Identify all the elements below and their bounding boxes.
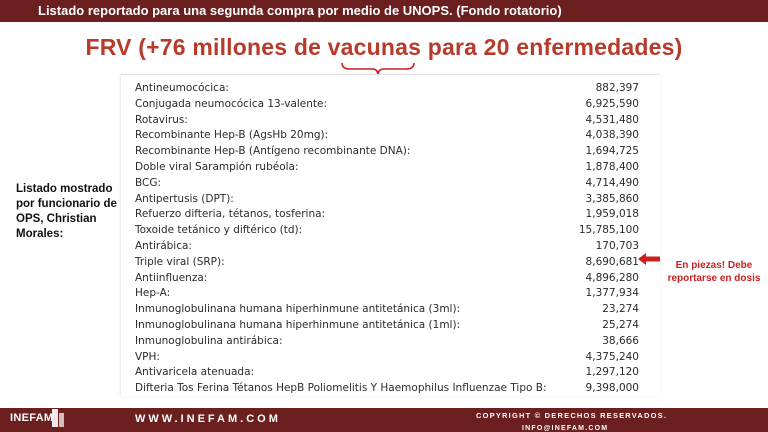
vaccine-dose-count: 1,694,725 [585, 145, 639, 158]
vaccine-name: Doble viral Sarampión rubéola: [135, 161, 299, 173]
vaccine-row [121, 254, 661, 270]
vaccine-row [121, 206, 661, 222]
vaccine-name: Toxoide tetánico y diftérico (td): [135, 224, 303, 237]
vaccine-name: Difteria Tos Ferina Tétanos HepB Poliomelitis Y Haemophilus Influenzae Tipo B: [135, 382, 547, 395]
vaccine-row [121, 285, 661, 301]
vaccine-row [121, 364, 661, 380]
vaccine-name: Antipertusis (DPT): [135, 192, 234, 205]
vaccine-dose-count: 4,038,390 [585, 129, 639, 142]
vaccine-name: Conjugada neumocócica 13-valente: [135, 97, 328, 110]
vaccine-dose-count: 1,377,934 [585, 287, 639, 300]
vaccine-name: Hep-A: [135, 287, 171, 300]
vaccine-name: Antiinfluenza: [135, 271, 208, 284]
vaccine-dose-count: 1,878,400 [585, 161, 639, 173]
vaccine-row [121, 380, 661, 396]
vaccine-dose-count: 882,397 [595, 82, 639, 94]
vaccine-dose-count: 1,297,120 [585, 366, 639, 379]
vaccine-dose-count: 4,896,280 [585, 271, 639, 284]
vaccine-row [121, 349, 661, 365]
vaccine-name: Inmunoglobulina antirábica: [135, 334, 283, 347]
vaccine-dose-count: 9,398,000 [585, 382, 639, 395]
vaccine-dose-count: 4,714,490 [585, 176, 639, 189]
vaccine-row [121, 112, 661, 128]
vaccine-row [121, 80, 661, 96]
side-note: Listado mostrado por funcionario de OPS, Christian Morales: [16, 183, 117, 240]
vaccine-name: Recombinante Hep-B (AgsHb 20mg): [135, 129, 329, 142]
vaccine-name: Antivaricela atenuada: [135, 366, 255, 379]
slide-title: FRV (+76 millones de vacunas para 20 enfermedades) [85, 34, 683, 60]
vaccine-dose-count: 4,375,240 [585, 350, 639, 363]
slide-header-bar [0, 0, 768, 22]
vaccine-row [121, 175, 661, 191]
vaccine-dose-count: 15,785,100 [578, 224, 639, 237]
vaccine-dose-count: 1,959,018 [585, 208, 639, 221]
vaccine-dose-count: 4,531,480 [585, 113, 639, 126]
vaccine-list [120, 74, 660, 396]
vaccine-row [121, 143, 661, 159]
vaccine-name: Refuerzo difteria, tétanos, tosferina: [135, 208, 326, 221]
website-link[interactable]: WWW.INEFAM.COM [135, 413, 281, 425]
vaccine-name: Inmunoglobulinana humana hiperhinmune antitetánica (1ml): [135, 319, 461, 331]
vaccine-name: Antineumocócica: [135, 82, 229, 94]
vaccine-row [121, 127, 661, 143]
vaccine-row [121, 317, 661, 333]
vaccine-row [121, 96, 661, 112]
vaccine-row [121, 238, 661, 254]
email-link[interactable]: INFO@INEFAM.COM [522, 425, 609, 432]
copyright-text: COPYRIGHT © DERECHOS RESERVADOS. [476, 411, 668, 420]
vaccine-dose-count: 3,385,860 [585, 192, 639, 205]
annotation-note: En piezas! Debe reportarse en dosis [667, 260, 761, 284]
vaccine-dose-count: 170,703 [595, 240, 639, 252]
vaccine-name: Inmunoglobulinana humana hiperhinmune antitetánica (3ml): [135, 303, 461, 316]
vaccine-row [121, 222, 661, 238]
vaccine-row [121, 301, 661, 317]
vaccine-dose-count: 8,690,681 [585, 255, 639, 268]
vaccine-row [121, 159, 661, 175]
vaccine-row [121, 191, 661, 207]
vaccine-row [121, 270, 661, 286]
vaccine-name: BCG: [135, 176, 162, 189]
vaccine-name: Recombinante Hep-B (Antígeno recombinante DNA): [135, 145, 411, 158]
vaccine-dose-count: 23,274 [602, 303, 639, 316]
vaccine-name: Triple viral (SRP): [135, 255, 225, 268]
vaccine-name: Rotavirus: [135, 113, 188, 126]
logo-text: INEFAM [10, 412, 54, 424]
vaccine-row [121, 333, 661, 349]
vaccine-name: Antirábica: [135, 240, 192, 252]
vaccine-dose-count: 38,666 [602, 334, 639, 347]
vaccine-dose-count: 6,925,590 [585, 97, 639, 110]
left-arrow-icon [638, 253, 660, 265]
slide-header-text: Listado reportado para una segunda compra por medio de UNOPS. (Fondo rotatorio) [38, 3, 562, 18]
vaccine-dose-count: 25,274 [602, 319, 639, 331]
vaccine-name: VPH: [135, 350, 160, 363]
